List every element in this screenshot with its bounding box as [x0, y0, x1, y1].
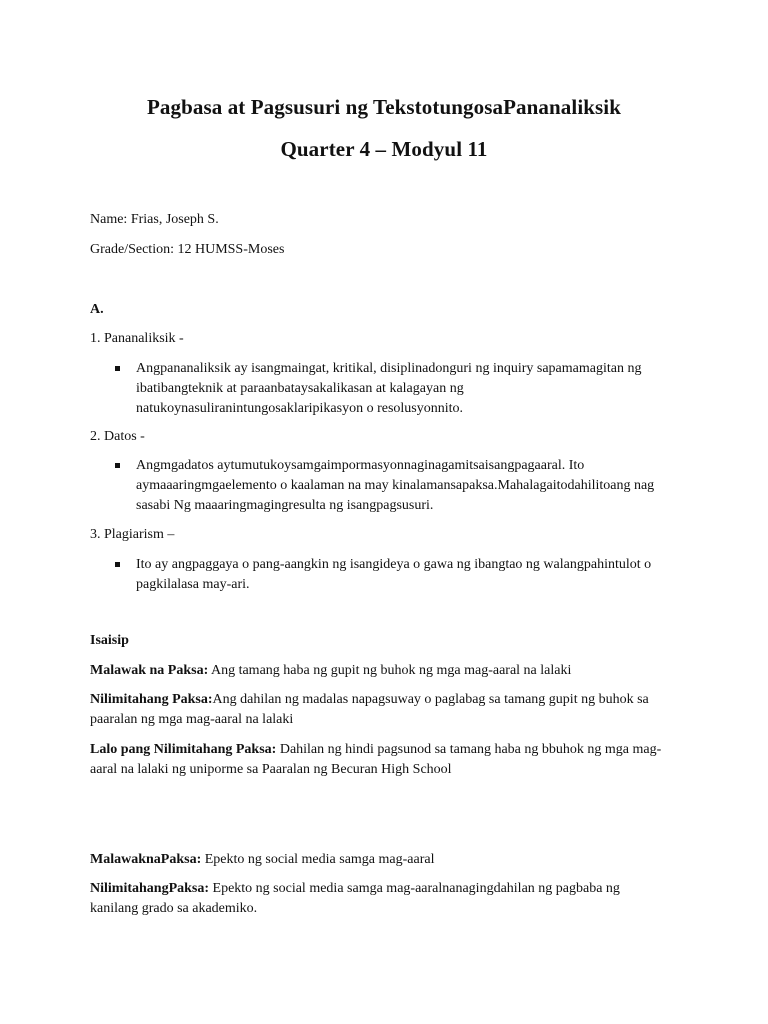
item-1-definition: Angpananaliksik ay isangmaingat, kritikal, disiplinadonguri ng inquiry sapamamagitan ng ibatibangteknik at paraanbataysakalikasan at kalagayan ng natukoynasuliranintungosaklaripikasyon o resolusyonnito.	[136, 361, 642, 416]
limited-topic-2-text: Epekto ng social media samga mag-aaralnanagingdahilan ng pagbaba ng kanilang grado sa akademiko.	[90, 881, 620, 916]
item-3-definition: Ito ay angpaggaya o pang-aangkin ng isangideya o gawa ng ibangtao ng walangpahintulot o pagkilalasa may-ari.	[136, 557, 652, 592]
limited-topic-2	[90, 879, 670, 919]
bullet-icon	[115, 463, 120, 468]
item-2-definition: Angmgadatos aytumutukoysamgaimpormasyonnaginagamitsaisangpagaaral. Ito aymaaaringmgaelemento o kaalaman na may kinalamansapaksa.Mahalagaitodahilitoang nag sasabi Ng maaaringmagingresulta ng isangpagsusuri.	[136, 458, 655, 513]
item-3-term: 3. Plagiarism –	[90, 527, 175, 542]
broad-topic-1	[90, 661, 670, 681]
item-1-term: 1. Pananaliksik -	[90, 331, 184, 346]
further-limited-topic-1-text: Dahilan ng hindi pagsunod sa tamang haba ng bbuhok ng mga mag-aaral na lalaki ng uniporme sa Paaralan ng Becuran High School	[90, 742, 662, 777]
item-2-term: 2. Datos -	[90, 429, 145, 444]
broad-topic-1-label: Malawak na Paksa:	[90, 663, 209, 678]
isaisip-heading: Isaisip	[90, 633, 129, 648]
limited-topic-1-text: Ang dahilan ng madalas napagsuway o paglabag sa tamang gupit ng buhok sa paaralan ng mga mag-aaral na lalaki	[90, 692, 649, 727]
broad-topic-2	[90, 850, 670, 870]
broad-topic-2-text: Epekto ng social media samga mag-aaral	[201, 852, 435, 867]
name-line: Name: Frias, Joseph S.	[90, 212, 219, 227]
limited-topic-2-label: NilimitahangPaksa:	[90, 881, 210, 896]
grade-section-line: Grade/Section: 12 HUMSS-Moses	[90, 242, 285, 257]
limited-topic-1-label: Nilimitahang Paksa:	[90, 692, 213, 707]
bullet-icon	[115, 562, 120, 567]
further-limited-topic-1-label: Lalo pang Nilimitahang Paksa:	[90, 742, 277, 757]
document-subtitle: Quarter 4 – Modyul 11	[280, 137, 488, 161]
further-limited-topic-1	[90, 740, 670, 780]
broad-topic-2-label: MalawaknaPaksa:	[90, 852, 202, 867]
broad-topic-1-text: Ang tamang haba ng gupit ng buhok ng mga mag-aaral na lalaki	[208, 663, 572, 678]
section-a-heading: A.	[90, 302, 104, 317]
limited-topic-1	[90, 690, 670, 730]
bullet-icon	[115, 366, 120, 371]
document-title: Pagbasa at Pagsusuri ng TekstotungosaPananaliksik	[146, 95, 622, 119]
